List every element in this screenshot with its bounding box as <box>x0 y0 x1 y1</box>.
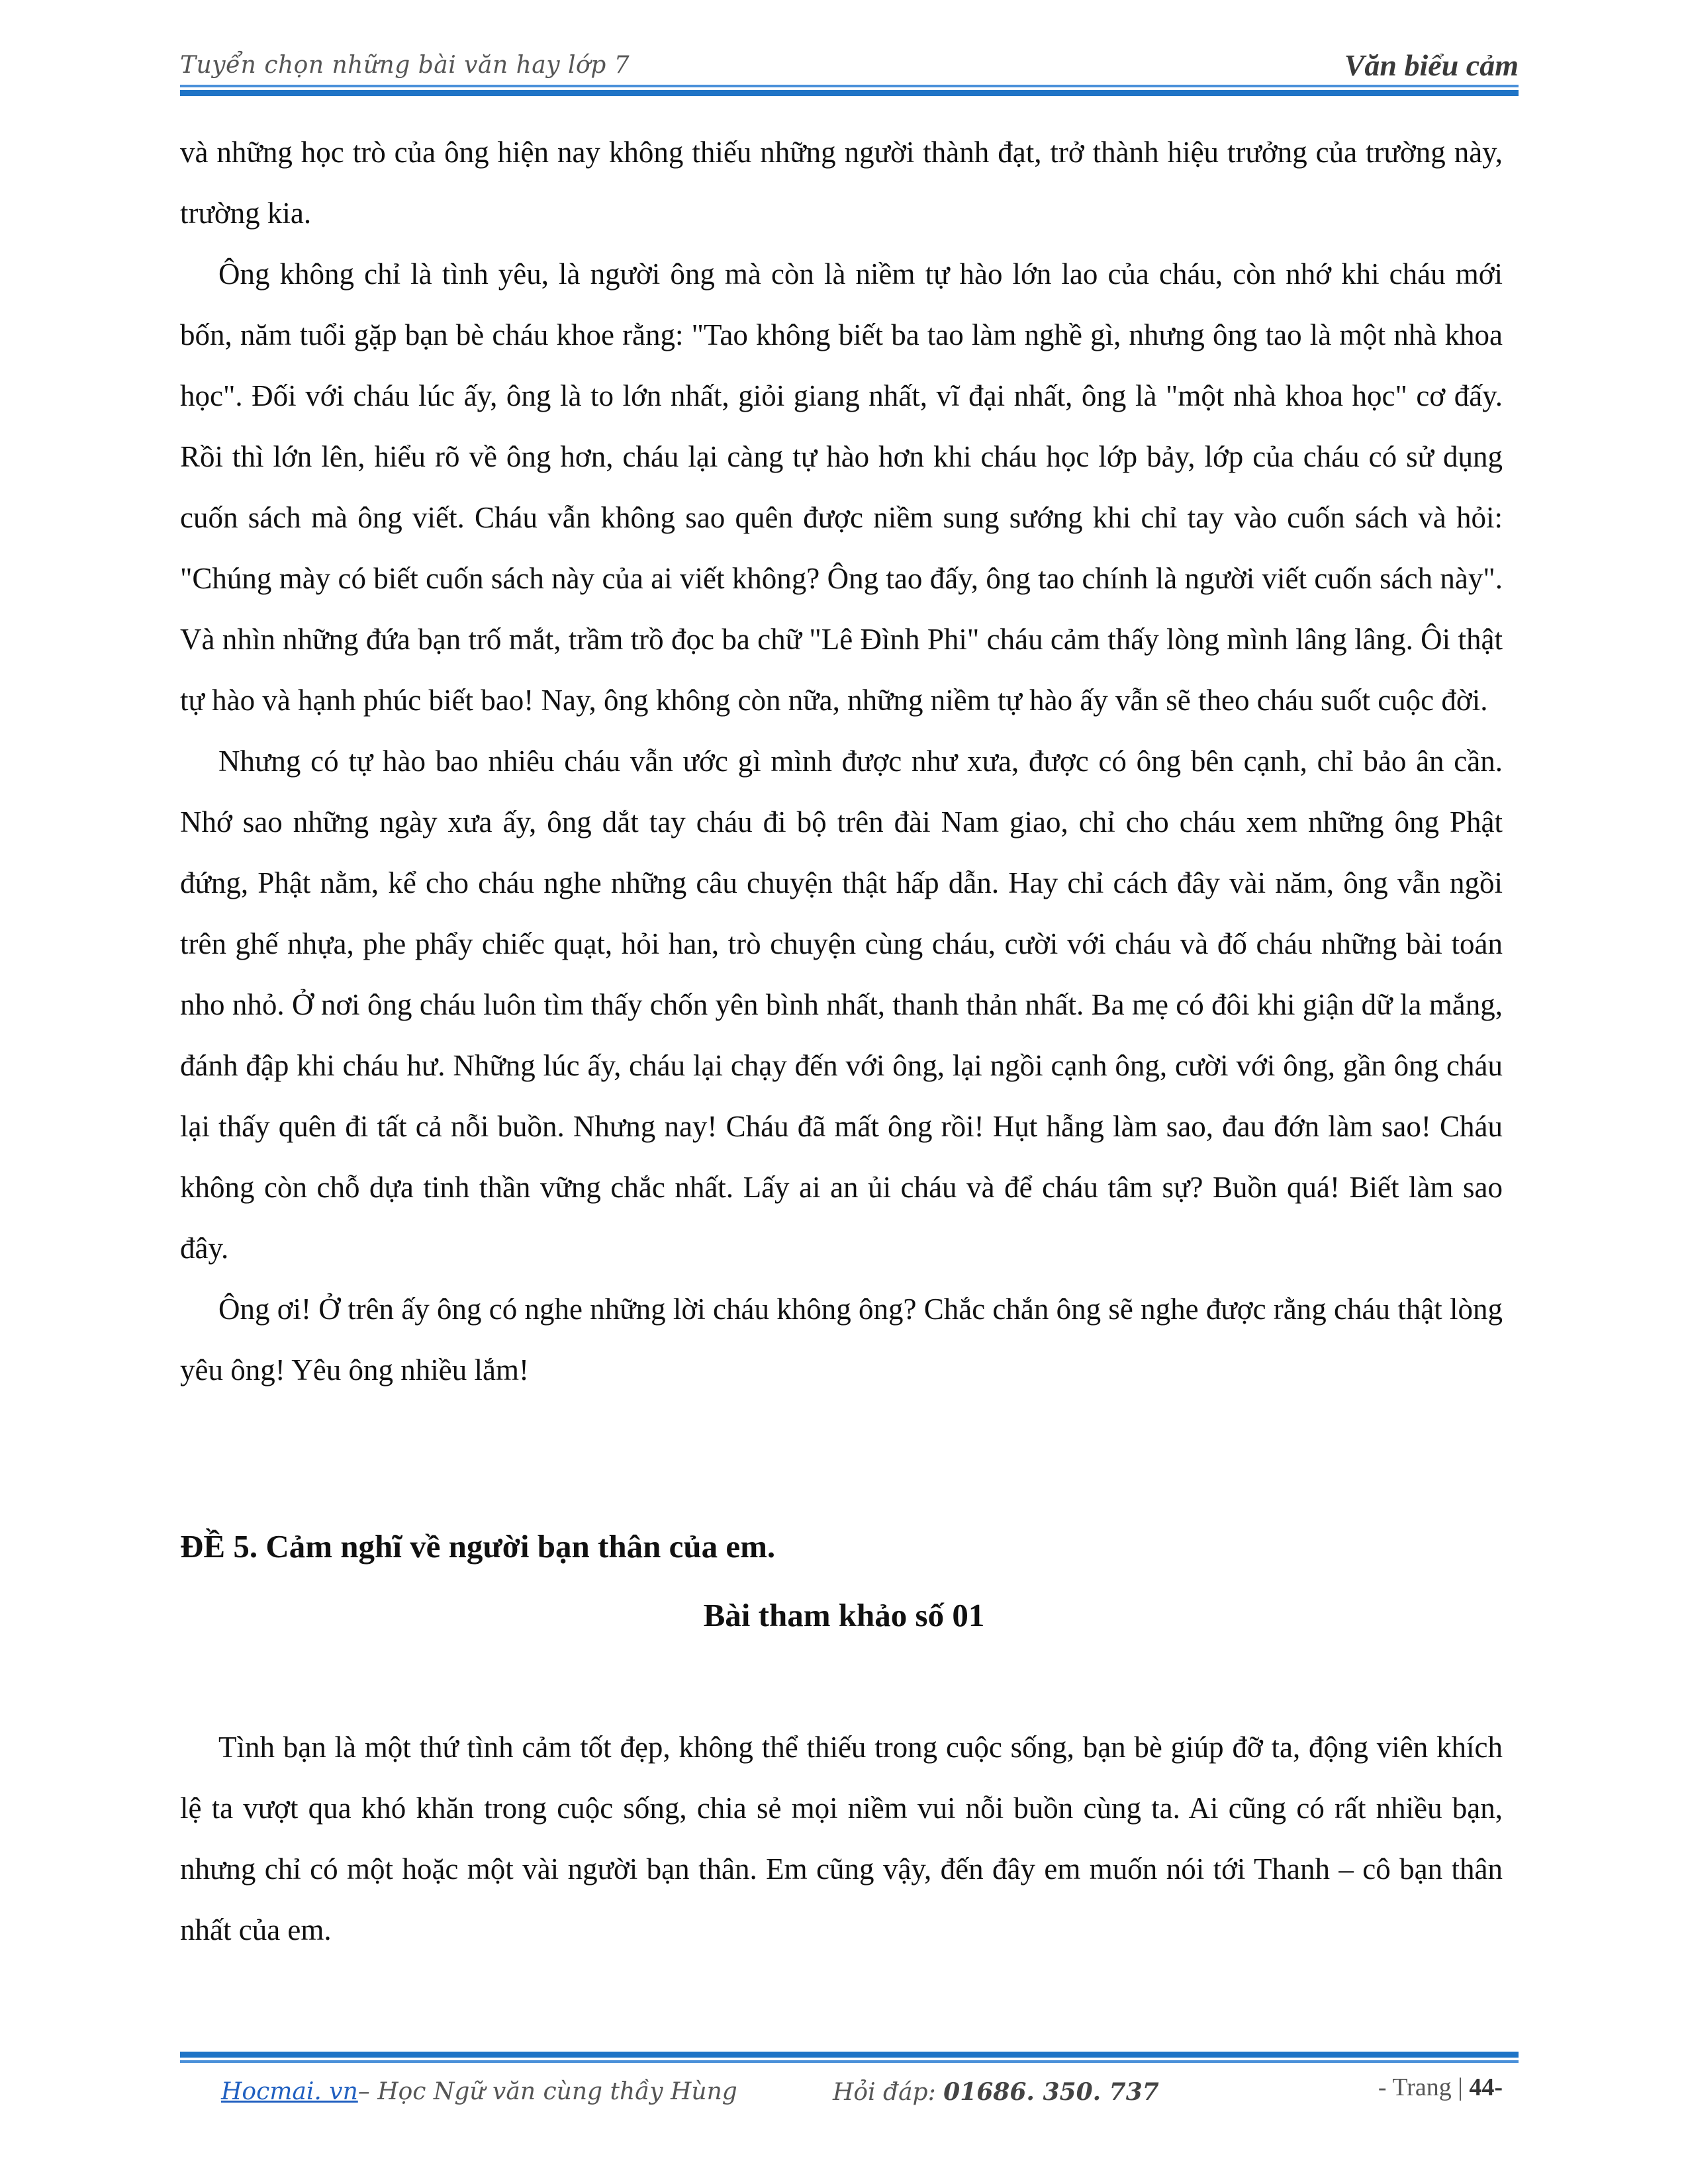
page-number <box>1378 2073 1503 2102</box>
footer-tagline: – Học Ngữ văn cùng thầy Hùng <box>357 2078 737 2105</box>
paragraph: Ông ơi! Ở trên ấy ông có nghe những lời cháu không ông? Chắc chắn ông sẽ nghe được rằng cháu thật lòng yêu ông! Yêu ông nhiều lắm! <box>180 1293 1503 1387</box>
footer-hotline <box>833 2078 1159 2106</box>
footer-rule-thick <box>180 2052 1519 2058</box>
body-text <box>180 122 1503 1400</box>
site-link[interactable]: Hocmai. vn <box>221 2078 358 2105</box>
hotline-label: Hỏi đáp: <box>833 2079 944 2106</box>
paragraph: Nhưng có tự hào bao nhiêu cháu vẫn ước gì mình được như xưa, được có ông bên cạnh, chỉ bảo ân cần. Nhớ sao những ngày xưa ấy, ông dắt tay cháu đi bộ trên đài Nam giao, chỉ cho cháu xem những ông Phật đứng, Phật nằm, kể cho cháu nghe những câu chuyện thật hấp dẫn. Hay chỉ cách đây vài năm, ông vẫn ngồi trên ghế nhựa, phe phẩy chiếc quạt, hỏi han, trò chuyện cùng cháu, cười với cháu và đố cháu những bài toán nho nhỏ. Ở nơi ông cháu luôn tìm thấy chốn yên bình nhất, thanh thản nhất. Ba mẹ có đôi khi giận dữ la mắng, đánh đập khi cháu hư. Những lúc ấy, cháu lại chạy đến với ông, lại ngồi cạnh ông, cười với ông, gần ông cháu lại thấy quên đi tất cả nỗi buồn. Nhưng nay! Cháu đã mất ông rồi! Hụt hẫng làm sao, đau đớn làm sao! Cháu không còn chỗ dựa tinh thần vững chắc nhất. Lấy ai an ủi cháu và để cháu tâm sự? Buồn quá! Biết làm sao đây. <box>180 745 1503 1265</box>
section-heading: ĐỀ 5. Cảm nghĩ về người bạn thân của em. <box>180 1528 776 1565</box>
page-label: - Trang | <box>1378 2073 1470 2101</box>
footer-left <box>221 2078 737 2105</box>
hotline-number: 01686. 350. 737 <box>943 2078 1159 2106</box>
footer-rule-thin <box>180 2060 1519 2063</box>
paragraph: và những học trò của ông hiện nay không thiếu những người thành đạt, trở thành hiệu trưởng của trường này, trường kia. <box>180 136 1503 230</box>
header-title: Tuyển chọn những bài văn hay lớp 7 <box>180 52 630 79</box>
header-rule-thick <box>180 90 1519 96</box>
header-section: Văn biểu cảm <box>1344 48 1519 82</box>
sub-heading: Bài tham khảo số 01 <box>703 1597 985 1633</box>
body-text-2 <box>180 1717 1503 1960</box>
page-value: 44- <box>1469 2073 1503 2101</box>
paragraph: Tình bạn là một thứ tình cảm tốt đẹp, không thể thiếu trong cuộc sống, bạn bè giúp đỡ ta, động viên khích lệ ta vượt qua khó khăn trong cuộc sống, chia sẻ mọi niềm vui nỗi buồn cùng ta. Ai cũng có rất nhiều bạn, nhưng chỉ có một hoặc một vài người bạn thân. Em cũng vậy, đến đây em muốn nói tới Thanh – cô bạn thân nhất của em. <box>180 1731 1503 1946</box>
header-rule-thin <box>180 85 1519 87</box>
paragraph: Ông không chỉ là tình yêu, là người ông mà còn là niềm tự hào lớn lao của cháu, còn nhớ khi cháu mới bốn, năm tuổi gặp bạn bè cháu khoe rằng: "Tao không biết ba tao làm nghề gì, nhưng ông tao là một nhà khoa học". Đối với cháu lúc ấy, ông là to lớn nhất, giỏi giang nhất, vĩ đại nhất, ông là "một nhà khoa học" cơ đấy. Rồi thì lớn lên, hiểu rõ về ông hơn, cháu lại càng tự hào hơn khi cháu học lớp bảy, lớp của cháu có sử dụng cuốn sách mà ông viết. Cháu vẫn không sao quên được niềm sung sướng khi chỉ tay vào cuốn sách và hỏi: "Chúng mày có biết cuốn sách này của ai viết không? Ông tao đấy, ông tao chính là người viết cuốn sách này". Và nhìn những đứa bạn trố mắt, trầm trồ đọc ba chữ "Lê Đình Phi" cháu cảm thấy lòng mình lâng lâng. Ôi thật tự hào và hạnh phúc biết bao! Nay, ông không còn nữa, những niềm tự hào ấy vẫn sẽ theo cháu suốt cuộc đời. <box>180 257 1503 717</box>
